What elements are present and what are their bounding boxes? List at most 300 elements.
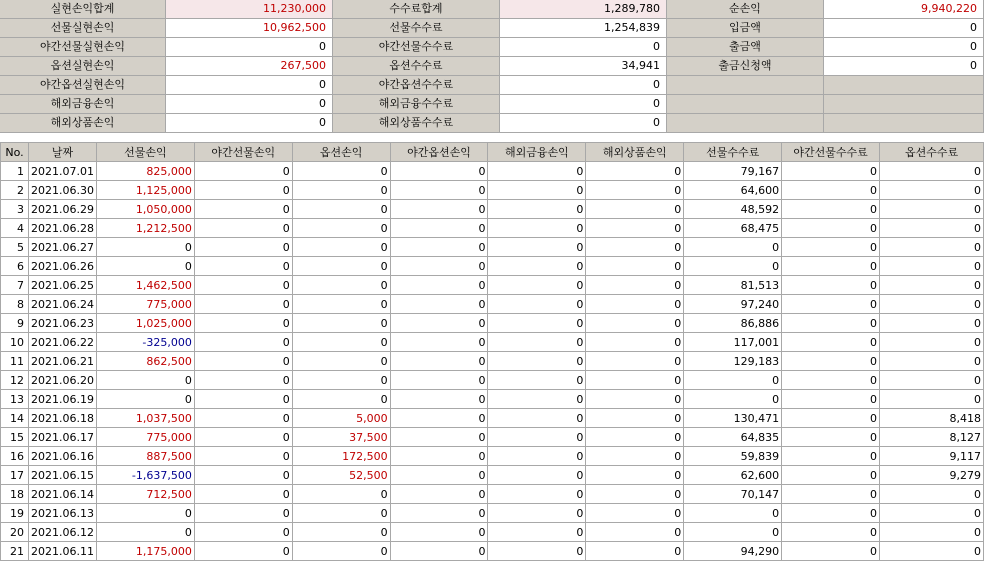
value-cell: 1,025,000 xyxy=(96,314,194,333)
value-cell: 0 xyxy=(782,485,880,504)
row-number: 1 xyxy=(1,162,29,181)
value-cell: 0 xyxy=(782,162,880,181)
summary-label: 옵션수수료 xyxy=(333,57,500,76)
value-cell: 712,500 xyxy=(96,485,194,504)
column-header[interactable]: 날짜 xyxy=(28,143,96,162)
date-cell: 2021.06.28 xyxy=(28,219,96,238)
value-cell: 0 xyxy=(390,314,488,333)
value-cell: 0 xyxy=(684,390,782,409)
value-cell: 0 xyxy=(586,466,684,485)
value-cell: 0 xyxy=(390,257,488,276)
value-cell: 0 xyxy=(880,219,984,238)
value-cell: 0 xyxy=(880,485,984,504)
date-cell: 2021.06.13 xyxy=(28,504,96,523)
value-cell: 0 xyxy=(194,181,292,200)
value-cell: 0 xyxy=(194,352,292,371)
value-cell: 0 xyxy=(390,295,488,314)
value-cell: 0 xyxy=(782,276,880,295)
summary-label: 해외금융손익 xyxy=(0,95,166,114)
value-cell: 0 xyxy=(390,181,488,200)
summary-value: 10,962,500 xyxy=(166,19,333,38)
value-cell: 0 xyxy=(586,428,684,447)
value-cell: 1,462,500 xyxy=(96,276,194,295)
value-cell: 130,471 xyxy=(684,409,782,428)
value-cell: 0 xyxy=(488,428,586,447)
value-cell: 0 xyxy=(194,371,292,390)
value-cell: 0 xyxy=(880,314,984,333)
value-cell: 0 xyxy=(488,162,586,181)
value-cell: 0 xyxy=(194,219,292,238)
value-cell: 86,886 xyxy=(684,314,782,333)
value-cell: 0 xyxy=(488,238,586,257)
value-cell: 70,147 xyxy=(684,485,782,504)
value-cell: 8,127 xyxy=(880,428,984,447)
value-cell: 0 xyxy=(390,504,488,523)
table-row[interactable] xyxy=(1,504,984,523)
value-cell: 0 xyxy=(390,542,488,561)
summary-label: 야간옵션실현손익 xyxy=(0,76,166,95)
value-cell: 0 xyxy=(488,542,586,561)
value-cell: 0 xyxy=(488,200,586,219)
value-cell: 0 xyxy=(684,371,782,390)
value-cell: 117,001 xyxy=(684,333,782,352)
value-cell: 0 xyxy=(390,485,488,504)
row-number: 3 xyxy=(1,200,29,219)
column-header[interactable]: 해외금융손익 xyxy=(488,143,586,162)
value-cell: 0 xyxy=(292,181,390,200)
value-cell: 0 xyxy=(292,219,390,238)
value-cell: 129,183 xyxy=(684,352,782,371)
row-number: 8 xyxy=(1,295,29,314)
summary-label: 야간선물수수료 xyxy=(333,38,500,57)
value-cell: 0 xyxy=(782,428,880,447)
value-cell: 0 xyxy=(292,485,390,504)
value-cell: 48,592 xyxy=(684,200,782,219)
summary-value: 1,289,780 xyxy=(500,0,667,19)
value-cell: -325,000 xyxy=(96,333,194,352)
summary-value: 1,254,839 xyxy=(500,19,667,38)
summary-value: 267,500 xyxy=(166,57,333,76)
value-cell: -1,637,500 xyxy=(96,466,194,485)
date-cell: 2021.06.24 xyxy=(28,295,96,314)
value-cell: 862,500 xyxy=(96,352,194,371)
value-cell: 0 xyxy=(782,181,880,200)
table-row[interactable] xyxy=(1,219,984,238)
date-cell: 2021.06.27 xyxy=(28,238,96,257)
value-cell: 59,839 xyxy=(684,447,782,466)
value-cell: 0 xyxy=(782,238,880,257)
row-number: 6 xyxy=(1,257,29,276)
value-cell: 0 xyxy=(586,181,684,200)
value-cell: 0 xyxy=(880,542,984,561)
value-cell: 0 xyxy=(586,314,684,333)
row-number: 18 xyxy=(1,485,29,504)
summary-value: 0 xyxy=(500,38,667,57)
summary-label: 야간선물실현손익 xyxy=(0,38,166,57)
value-cell: 0 xyxy=(782,219,880,238)
column-header[interactable]: 선물수수료 xyxy=(684,143,782,162)
value-cell: 0 xyxy=(488,523,586,542)
value-cell: 0 xyxy=(880,333,984,352)
date-cell: 2021.06.26 xyxy=(28,257,96,276)
value-cell: 0 xyxy=(586,409,684,428)
value-cell: 1,037,500 xyxy=(96,409,194,428)
value-cell: 64,600 xyxy=(684,181,782,200)
value-cell: 0 xyxy=(880,276,984,295)
table-row[interactable] xyxy=(1,257,984,276)
value-cell: 0 xyxy=(390,352,488,371)
table-row[interactable] xyxy=(1,409,984,428)
summary-value: 11,230,000 xyxy=(166,0,333,19)
row-number: 9 xyxy=(1,314,29,333)
value-cell: 0 xyxy=(390,162,488,181)
value-cell: 0 xyxy=(782,371,880,390)
summary-empty-cell xyxy=(824,95,984,114)
value-cell: 0 xyxy=(782,466,880,485)
value-cell: 775,000 xyxy=(96,295,194,314)
value-cell: 94,290 xyxy=(684,542,782,561)
column-header[interactable]: 옵션손익 xyxy=(292,143,390,162)
summary-label: 해외상품수수료 xyxy=(333,114,500,133)
value-cell: 0 xyxy=(194,409,292,428)
summary-empty-cell xyxy=(824,76,984,95)
value-cell: 0 xyxy=(488,181,586,200)
value-cell: 0 xyxy=(194,333,292,352)
summary-label: 해외금융수수료 xyxy=(333,95,500,114)
summary-label: 실현손익합계 xyxy=(0,0,166,19)
value-cell: 0 xyxy=(684,257,782,276)
value-cell: 0 xyxy=(292,371,390,390)
value-cell: 0 xyxy=(782,542,880,561)
summary-panel xyxy=(0,0,984,134)
table-row[interactable] xyxy=(1,181,984,200)
value-cell: 0 xyxy=(586,485,684,504)
row-number: 2 xyxy=(1,181,29,200)
date-cell: 2021.06.30 xyxy=(28,181,96,200)
value-cell: 0 xyxy=(782,333,880,352)
value-cell: 0 xyxy=(880,257,984,276)
value-cell: 887,500 xyxy=(96,447,194,466)
value-cell: 0 xyxy=(292,333,390,352)
table-row[interactable] xyxy=(1,447,984,466)
column-header[interactable]: 선물손익 xyxy=(96,143,194,162)
date-cell: 2021.06.29 xyxy=(28,200,96,219)
table-row[interactable] xyxy=(1,352,984,371)
value-cell: 0 xyxy=(488,485,586,504)
daily-pnl-table xyxy=(0,142,984,561)
value-cell: 0 xyxy=(292,257,390,276)
value-cell: 0 xyxy=(880,504,984,523)
row-number: 16 xyxy=(1,447,29,466)
value-cell: 0 xyxy=(194,390,292,409)
row-number: 4 xyxy=(1,219,29,238)
table-row[interactable] xyxy=(1,428,984,447)
value-cell: 68,475 xyxy=(684,219,782,238)
value-cell: 0 xyxy=(880,390,984,409)
summary-empty-cell xyxy=(824,114,984,133)
value-cell: 0 xyxy=(292,295,390,314)
value-cell: 0 xyxy=(292,542,390,561)
value-cell: 0 xyxy=(782,314,880,333)
column-header[interactable]: 옵션수수료 xyxy=(880,143,984,162)
table-row[interactable] xyxy=(1,466,984,485)
value-cell: 0 xyxy=(292,504,390,523)
value-cell: 0 xyxy=(586,238,684,257)
value-cell: 0 xyxy=(488,219,586,238)
value-cell: 0 xyxy=(488,371,586,390)
value-cell: 62,600 xyxy=(684,466,782,485)
value-cell: 0 xyxy=(390,276,488,295)
value-cell: 79,167 xyxy=(684,162,782,181)
date-cell: 2021.06.12 xyxy=(28,523,96,542)
value-cell: 0 xyxy=(96,238,194,257)
value-cell: 0 xyxy=(586,162,684,181)
value-cell: 0 xyxy=(684,523,782,542)
value-cell: 0 xyxy=(194,238,292,257)
value-cell: 0 xyxy=(488,409,586,428)
date-cell: 2021.06.19 xyxy=(28,390,96,409)
column-header[interactable]: 야간옵션손익 xyxy=(390,143,488,162)
column-header[interactable]: 해외상품손익 xyxy=(586,143,684,162)
column-header[interactable]: No. xyxy=(1,143,29,162)
value-cell: 0 xyxy=(488,257,586,276)
table-row[interactable] xyxy=(1,485,984,504)
table-row[interactable] xyxy=(1,542,984,561)
table-row[interactable] xyxy=(1,371,984,390)
row-number: 5 xyxy=(1,238,29,257)
row-number: 14 xyxy=(1,409,29,428)
summary-value: 0 xyxy=(166,95,333,114)
value-cell: 0 xyxy=(880,200,984,219)
date-cell: 2021.06.22 xyxy=(28,333,96,352)
value-cell: 0 xyxy=(488,314,586,333)
value-cell: 0 xyxy=(782,257,880,276)
date-cell: 2021.06.23 xyxy=(28,314,96,333)
value-cell: 0 xyxy=(586,504,684,523)
value-cell: 0 xyxy=(880,162,984,181)
value-cell: 9,117 xyxy=(880,447,984,466)
value-cell: 0 xyxy=(782,504,880,523)
value-cell: 0 xyxy=(390,371,488,390)
value-cell: 0 xyxy=(96,390,194,409)
value-cell: 0 xyxy=(488,333,586,352)
row-number: 21 xyxy=(1,542,29,561)
table-row[interactable] xyxy=(1,390,984,409)
value-cell: 0 xyxy=(586,352,684,371)
summary-value: 0 xyxy=(166,76,333,95)
table-header-row xyxy=(1,143,984,162)
value-cell: 81,513 xyxy=(684,276,782,295)
summary-value: 0 xyxy=(824,57,984,76)
summary-empty-cell xyxy=(667,114,824,133)
value-cell: 9,279 xyxy=(880,466,984,485)
table-row[interactable] xyxy=(1,523,984,542)
value-cell: 1,125,000 xyxy=(96,181,194,200)
value-cell: 0 xyxy=(586,390,684,409)
value-cell: 0 xyxy=(586,447,684,466)
value-cell: 0 xyxy=(782,523,880,542)
value-cell: 5,000 xyxy=(292,409,390,428)
value-cell: 0 xyxy=(292,314,390,333)
row-number: 11 xyxy=(1,352,29,371)
date-cell: 2021.06.21 xyxy=(28,352,96,371)
value-cell: 0 xyxy=(96,371,194,390)
value-cell: 0 xyxy=(194,447,292,466)
date-cell: 2021.06.18 xyxy=(28,409,96,428)
value-cell: 97,240 xyxy=(684,295,782,314)
date-cell: 2021.07.01 xyxy=(28,162,96,181)
value-cell: 0 xyxy=(194,162,292,181)
value-cell: 0 xyxy=(488,276,586,295)
value-cell: 0 xyxy=(194,428,292,447)
value-cell: 0 xyxy=(292,162,390,181)
table-row[interactable] xyxy=(1,333,984,352)
value-cell: 0 xyxy=(194,485,292,504)
value-cell: 0 xyxy=(292,200,390,219)
value-cell: 0 xyxy=(390,333,488,352)
date-cell: 2021.06.20 xyxy=(28,371,96,390)
value-cell: 0 xyxy=(782,390,880,409)
value-cell: 0 xyxy=(586,542,684,561)
value-cell: 0 xyxy=(194,314,292,333)
value-cell: 0 xyxy=(684,238,782,257)
value-cell: 0 xyxy=(586,276,684,295)
value-cell: 1,050,000 xyxy=(96,200,194,219)
summary-value: 0 xyxy=(824,19,984,38)
table-body xyxy=(1,162,984,561)
table-row[interactable] xyxy=(1,314,984,333)
value-cell: 0 xyxy=(488,295,586,314)
column-header[interactable]: 야간선물손익 xyxy=(194,143,292,162)
value-cell: 0 xyxy=(194,257,292,276)
row-number: 13 xyxy=(1,390,29,409)
value-cell: 52,500 xyxy=(292,466,390,485)
value-cell: 0 xyxy=(782,352,880,371)
summary-value: 0 xyxy=(500,76,667,95)
value-cell: 0 xyxy=(880,295,984,314)
summary-empty-cell xyxy=(667,76,824,95)
summary-label: 옵션실현손익 xyxy=(0,57,166,76)
value-cell: 0 xyxy=(488,352,586,371)
value-cell: 0 xyxy=(488,504,586,523)
summary-label: 출금신청액 xyxy=(667,57,824,76)
value-cell: 0 xyxy=(390,447,488,466)
date-cell: 2021.06.14 xyxy=(28,485,96,504)
value-cell: 0 xyxy=(292,238,390,257)
value-cell: 0 xyxy=(194,504,292,523)
summary-label: 선물실현손익 xyxy=(0,19,166,38)
value-cell: 0 xyxy=(390,238,488,257)
summary-label: 입금액 xyxy=(667,19,824,38)
summary-label: 선물수수료 xyxy=(333,19,500,38)
summary-value: 0 xyxy=(166,114,333,133)
value-cell: 0 xyxy=(880,523,984,542)
summary-value: 0 xyxy=(824,38,984,57)
date-cell: 2021.06.17 xyxy=(28,428,96,447)
column-header[interactable]: 야간선물수수료 xyxy=(782,143,880,162)
value-cell: 0 xyxy=(96,523,194,542)
row-number: 15 xyxy=(1,428,29,447)
value-cell: 0 xyxy=(390,219,488,238)
table-row[interactable] xyxy=(1,295,984,314)
date-cell: 2021.06.15 xyxy=(28,466,96,485)
summary-label: 야간옵션수수료 xyxy=(333,76,500,95)
value-cell: 0 xyxy=(586,200,684,219)
value-cell: 0 xyxy=(390,409,488,428)
value-cell: 0 xyxy=(96,257,194,276)
table-row[interactable] xyxy=(1,276,984,295)
summary-label: 출금액 xyxy=(667,38,824,57)
summary-value: 34,941 xyxy=(500,57,667,76)
value-cell: 1,175,000 xyxy=(96,542,194,561)
value-cell: 37,500 xyxy=(292,428,390,447)
value-cell: 0 xyxy=(782,409,880,428)
value-cell: 0 xyxy=(292,352,390,371)
row-number: 17 xyxy=(1,466,29,485)
value-cell: 0 xyxy=(194,466,292,485)
date-cell: 2021.06.25 xyxy=(28,276,96,295)
value-cell: 0 xyxy=(292,390,390,409)
table-row[interactable] xyxy=(1,200,984,219)
value-cell: 0 xyxy=(194,542,292,561)
value-cell: 0 xyxy=(194,523,292,542)
value-cell: 0 xyxy=(194,200,292,219)
value-cell: 0 xyxy=(880,352,984,371)
summary-value: 0 xyxy=(166,38,333,57)
value-cell: 0 xyxy=(390,523,488,542)
value-cell: 0 xyxy=(488,390,586,409)
value-cell: 0 xyxy=(194,295,292,314)
row-number: 20 xyxy=(1,523,29,542)
value-cell: 0 xyxy=(586,295,684,314)
value-cell: 0 xyxy=(782,200,880,219)
row-number: 7 xyxy=(1,276,29,295)
value-cell: 8,418 xyxy=(880,409,984,428)
table-row[interactable] xyxy=(1,162,984,181)
value-cell: 0 xyxy=(586,523,684,542)
value-cell: 0 xyxy=(782,447,880,466)
date-cell: 2021.06.16 xyxy=(28,447,96,466)
value-cell: 0 xyxy=(96,504,194,523)
summary-label: 해외상품손익 xyxy=(0,114,166,133)
summary-value: 9,940,220 xyxy=(824,0,984,19)
value-cell: 0 xyxy=(586,219,684,238)
row-number: 10 xyxy=(1,333,29,352)
value-cell: 0 xyxy=(194,276,292,295)
table-row[interactable] xyxy=(1,238,984,257)
value-cell: 0 xyxy=(880,371,984,390)
value-cell: 0 xyxy=(292,276,390,295)
value-cell: 0 xyxy=(292,523,390,542)
row-number: 12 xyxy=(1,371,29,390)
value-cell: 0 xyxy=(390,390,488,409)
summary-value: 0 xyxy=(500,114,667,133)
value-cell: 825,000 xyxy=(96,162,194,181)
value-cell: 0 xyxy=(880,238,984,257)
value-cell: 172,500 xyxy=(292,447,390,466)
value-cell: 0 xyxy=(390,200,488,219)
value-cell: 0 xyxy=(880,181,984,200)
value-cell: 1,212,500 xyxy=(96,219,194,238)
value-cell: 0 xyxy=(390,466,488,485)
summary-value: 0 xyxy=(500,95,667,114)
value-cell: 775,000 xyxy=(96,428,194,447)
row-number: 19 xyxy=(1,504,29,523)
value-cell: 0 xyxy=(684,504,782,523)
value-cell: 0 xyxy=(488,466,586,485)
summary-label: 순손익 xyxy=(667,0,824,19)
value-cell: 0 xyxy=(390,428,488,447)
